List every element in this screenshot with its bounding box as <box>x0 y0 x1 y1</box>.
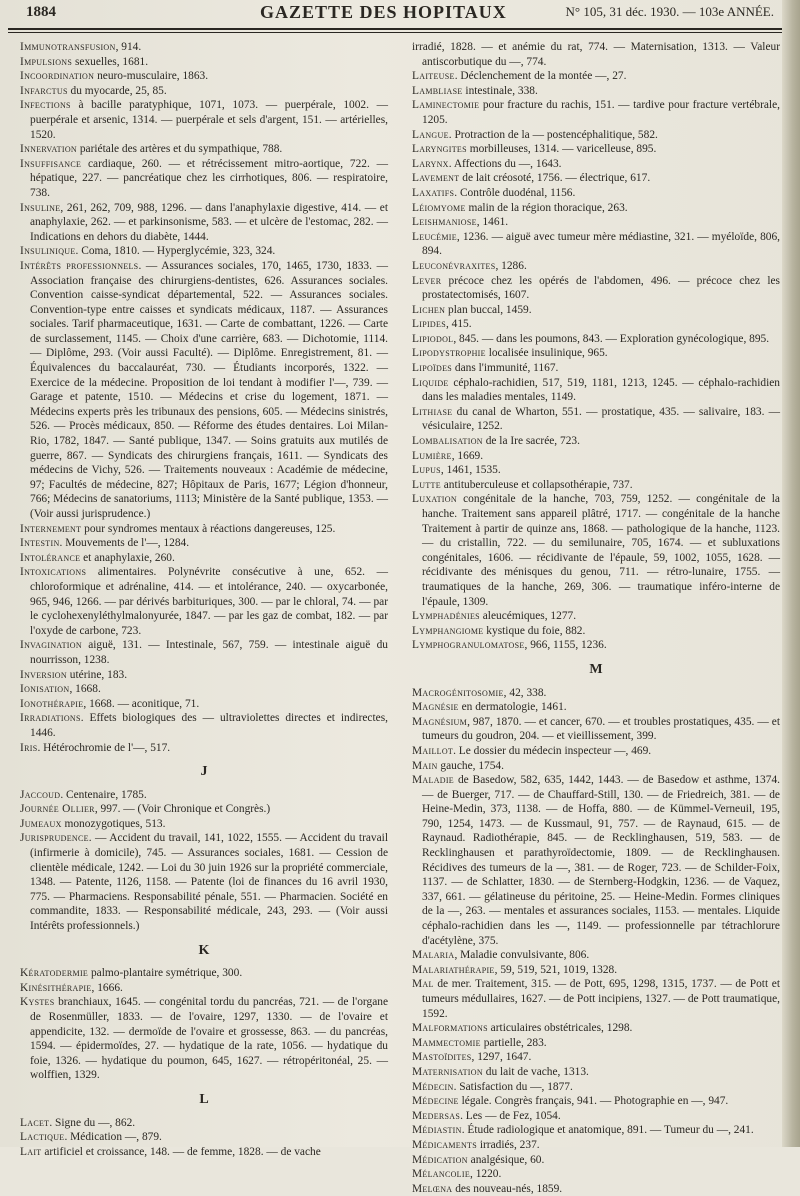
entry-headword: Lutte <box>412 478 441 491</box>
index-entry <box>20 697 388 712</box>
entry-headword: Melœna <box>412 1182 453 1195</box>
entry-headword: Médecine <box>412 1095 459 1108</box>
index-entry <box>20 244 388 259</box>
entry-references: , 42, 338. <box>503 686 547 699</box>
entry-references: antituberculeuse et collapsothérapie, 737. <box>440 478 633 491</box>
entry-headword: Journée Ollier <box>20 803 95 816</box>
entry-headword: Leucémie <box>412 230 457 243</box>
index-entry <box>412 963 780 978</box>
entry-references: , 845. — dans les poumons, 843. — Exploration gynécologique, 895. <box>453 332 770 345</box>
index-entry <box>412 1036 780 1051</box>
index-entry <box>412 1138 780 1153</box>
entry-references: , 1668. — aconitique, 71. <box>83 697 200 710</box>
entry-headword: Magnésie <box>412 701 459 714</box>
entry-references: de mer. Traitement, 315. — de Pott, 695, 1298, 1315, 1737. — de Pott et tumeurs médullaires, 1627. — de Pott incipiens, 1327. — de Pott traumatique, 1592. <box>422 978 780 1020</box>
entry-headword: Inversion <box>20 668 67 681</box>
entry-references: pour fracture du rachis, 151. — tardive pour fracture vertébrale, 1205. <box>422 99 780 126</box>
index-entry <box>412 463 780 478</box>
index-entry <box>20 682 388 697</box>
entry-references: irradiés, 237. <box>476 1138 540 1151</box>
entry-headword: Lupus <box>412 464 441 477</box>
index-entry <box>20 981 388 996</box>
entry-references: congénitale de la hanche, 703, 759, 1252. — congénitale de la hanche. Traitement sans appareil plâtré, 1717. — congénitale de la hanche Traitement à partir de quinze ans, 1868. — pathologique de la hanche, 1123. — du cristallin, 722. — du semilunaire, 705, 1674. — et subluxations congénitales, 1606. — récidivante de l'épaule, 59, 1002, 1055, 1628. — récidivante des ménisques du genou, 711. — rétro-lunaire, 1755. — traumatiques de la hanche, 269, 306. — traumatique inféro-interne de l'épaule, 1309. <box>422 493 780 608</box>
entry-headword: Kystes <box>20 996 55 1009</box>
entry-references: . Les — de Fez, 1054. <box>460 1109 561 1122</box>
index-entry <box>20 995 388 1083</box>
entry-references: , 415. <box>445 318 472 331</box>
index-entry <box>412 274 780 303</box>
entry-headword: Kératodermie <box>20 967 89 980</box>
issue-line: N° 105, 31 déc. 1930. — 103e ANNÉE. <box>565 4 774 19</box>
entry-headword: Kinésithérapie <box>20 981 92 994</box>
index-entry <box>412 128 780 143</box>
entry-headword: Ionothérapie <box>20 697 84 710</box>
index-entry <box>412 492 780 609</box>
entry-headword: Lipoïdes <box>412 362 453 375</box>
entry-headword: Mammectomie <box>412 1036 481 1049</box>
index-entry <box>20 98 388 142</box>
index-entry <box>412 1094 780 1109</box>
index-entry <box>20 522 388 537</box>
entry-references: légale. Congrès français, 941. — Photographie en —, 947. <box>458 1095 729 1108</box>
entry-headword: Lactique <box>20 1131 65 1144</box>
entry-references: irradié, 1828. — et anémie du rat, 774. — Maternisation, 1313. — Valeur antiscorbutique du —, 774. <box>412 41 780 68</box>
entry-headword: Insulinique <box>20 245 76 258</box>
index-entry <box>20 142 388 157</box>
entry-references: , 59, 519, 521, 1019, 1328. <box>494 963 618 976</box>
index-entry <box>412 1021 780 1036</box>
index-entry <box>412 449 780 464</box>
entry-headword: Lavement <box>412 172 460 185</box>
entry-headword: Iris <box>20 741 38 754</box>
entry-references: . Effets biologiques des — ultraviolettes directes et indirectes, 1446. <box>30 712 388 739</box>
entry-headword: Maternisation <box>412 1065 483 1078</box>
index-entry <box>412 40 780 69</box>
index-entry <box>20 536 388 551</box>
index-entry <box>412 715 780 744</box>
entry-headword: Jaccoud <box>20 788 61 801</box>
entry-references: partielle, 283. <box>480 1036 547 1049</box>
entry-headword: Médiastin <box>412 1124 462 1137</box>
entry-references: palmo-plantaire symétrique, 300. <box>88 967 243 980</box>
entry-references: . Coma, 1810. — Hyperglycémie, 323, 324. <box>75 245 276 258</box>
entry-headword: Laxatifs <box>412 186 455 199</box>
entry-references: , 1666. <box>91 981 123 994</box>
index-entry <box>412 773 780 948</box>
index-entry <box>412 700 780 715</box>
entry-headword: Internement <box>20 522 82 535</box>
entry-headword: Impulsions <box>20 55 73 68</box>
entry-references: alimentaires. Polynévrite consécutive à une, 652. — chloroformique et adrénaline, 414. — et intolérance, 240. — oxycarbonée, 965, 946, 1266. — par dérivés barbituriques, 300. — par le chloral, 74. — par le cyclohexenyléthylmalonyurée, 1847. — par les gaz de combat, 182. — par l'oxyde de carbone, 723. <box>30 566 388 637</box>
entry-headword: Infarctus <box>20 84 68 97</box>
entry-headword: Incoordination <box>20 70 95 83</box>
entry-headword: Infections <box>20 99 71 112</box>
page-number: 1884 <box>26 4 56 20</box>
index-entry <box>20 668 388 683</box>
index-entry <box>412 303 780 318</box>
entry-references: céphalo-rachidien, 517, 519, 1181, 1213, 1245. — céphalo-rachidien dans les maladies mentales, 1149. <box>422 376 780 404</box>
entry-headword: Medersas <box>412 1109 461 1122</box>
entry-references: malin de la région thoracique, 263. <box>465 201 628 214</box>
entry-references: , 1668. <box>69 683 101 696</box>
entry-headword: Intérêts professionnels <box>20 259 139 272</box>
index-entry <box>412 215 780 230</box>
index-entry <box>412 376 780 405</box>
entry-headword: Luxation <box>412 493 457 506</box>
index-entry <box>20 565 388 638</box>
index-entry <box>20 551 388 566</box>
entry-references: du myocarde, 25, 85. <box>67 84 167 97</box>
index-entry <box>20 259 388 522</box>
entry-references: en dermatologie, 1461. <box>458 701 567 714</box>
index-entry <box>412 201 780 216</box>
index-entry <box>20 84 388 99</box>
entry-references: , 914. <box>115 41 142 53</box>
entry-headword: Lipiodol <box>412 332 454 345</box>
entry-references: , 1461. <box>476 216 509 229</box>
entry-headword: Leishmaniose <box>412 216 477 229</box>
index-entry <box>412 434 780 449</box>
entry-references: . Affections du —, 1643. <box>448 157 562 170</box>
index-entry <box>20 638 388 667</box>
index-entry <box>412 686 780 701</box>
index-entry <box>20 40 388 55</box>
entry-references: du lait de vache, 1313. <box>482 1065 589 1078</box>
entry-headword: Médicaments <box>412 1138 477 1151</box>
entry-references: . Centenaire, 1785. <box>60 788 147 801</box>
entry-headword: Laminectomie <box>412 99 480 112</box>
entry-headword: Lait <box>20 1145 42 1158</box>
entry-references: de Basedow, 582, 635, 1442, 1443. — de Basedow et asthme, 1374. — de Buerger, 717. — de Chauffard-Still, 130. — de Friedreich, 381. — de Heine-Medin, 373, 1138. — de Hoffa, 880. — de Kümmel-Verneuil, 195, 790, 1254, 1473. — de Kussmaul, 91, 757. — de Raynaud, 615. — de Raynaud. Radiothérapie, 845. — de Recklinghausen, 519, 583. — de Recklinghausen et parathyroïdectomie, 1809. — de Recklinghausen. Récidives des tumeurs de la —, 381. — de Roger, 723. — de Schilder-Foix, 1137. — de Schlatter, 1830. — de Sternberg-Hodgkin, 1236. — de Vaquez, 337, 661. — gélatineuse du péritoine, 25. — Heine-Medin. Formes cliniques de la —, 263. — mentales et assurances sociales, 1153. — mentales. Liquide céphalo-rachidien dans les —, 1149. — professionnelle par tétrachlorure d'acétylène, 375. <box>422 774 780 947</box>
entry-headword: Lymphogranulomatose <box>412 639 525 652</box>
index-entry <box>20 157 388 201</box>
entry-references: , 1297, 1647. <box>471 1051 532 1064</box>
entry-headword: Irradiations <box>20 712 81 725</box>
index-entry <box>412 478 780 493</box>
index-entry <box>412 1167 780 1182</box>
left-column <box>20 40 388 1159</box>
entry-headword: Invagination <box>20 639 82 652</box>
index-entry <box>412 157 780 172</box>
entry-references: , 1220. <box>470 1168 502 1181</box>
index-entry <box>20 201 388 245</box>
entry-headword: Maillot <box>412 744 454 757</box>
index-entry <box>20 1116 388 1131</box>
index-entry <box>412 977 780 1021</box>
entry-headword: Maladie <box>412 774 454 787</box>
entry-headword: Jurisprudence <box>20 832 89 845</box>
entry-references: aleucémiques, 1277. <box>479 610 577 623</box>
entry-headword: Main <box>412 759 438 772</box>
entry-headword: Intestin <box>20 537 60 550</box>
entry-headword: Ionisation <box>20 683 70 696</box>
entry-references: . Le dossier du médecin inspecteur —, 469. <box>453 744 652 757</box>
entry-references: gauche, 1754. <box>437 759 504 772</box>
index-entry <box>412 259 780 274</box>
entry-headword: Malariathérapie <box>412 963 495 976</box>
entry-references: pariétale des artères et du sympathique, 788. <box>76 143 283 156</box>
header-rule-thin <box>8 32 790 33</box>
index-entry <box>412 759 780 774</box>
entry-references: , Maladie convulsivante, 806. <box>454 949 590 962</box>
index-entry <box>412 1109 780 1124</box>
entry-references: . Étude radiologique et anatomique, 891. — Tumeur du —, 241. <box>461 1124 754 1137</box>
entry-references: , 997. — (Voir Chronique et Congrès.) <box>94 803 271 816</box>
entry-headword: Médecin <box>412 1080 454 1093</box>
entry-headword: Lipides <box>412 318 446 331</box>
index-entry <box>20 55 388 70</box>
entry-headword: Lipodystrophie <box>412 347 486 360</box>
entry-headword: Malformations <box>412 1022 488 1035</box>
entry-headword: Lambliase <box>412 84 463 97</box>
entry-headword: Innervation <box>20 143 77 156</box>
entry-references: , 966, 1155, 1236. <box>524 639 607 652</box>
entry-references: intestinale, 338. <box>462 84 538 97</box>
entry-references: analgésique, 60. <box>467 1153 545 1166</box>
index-entry <box>412 624 780 639</box>
index-entry <box>412 142 780 157</box>
entry-references: de lait créosoté, 1756. — électrique, 617. <box>459 172 651 185</box>
entry-references: précoce chez les opérés de l'abdomen, 496. — précoce chez les prostatectomisés, 1607. <box>422 274 780 302</box>
entry-references: utérine, 183. <box>66 668 128 681</box>
entry-headword: Lymphangiome <box>412 624 484 637</box>
entry-references: . Contrôle duodénal, 1156. <box>454 186 576 199</box>
entry-references: monozygotiques, 513. <box>61 817 166 830</box>
entry-references: kystique du foie, 882. <box>483 624 586 637</box>
entry-references: . Satisfaction du —, 1877. <box>453 1080 573 1093</box>
entry-references: de la Ire sacrée, 723. <box>482 435 580 448</box>
entry-references: des nouveau-nés, 1859. <box>452 1182 563 1195</box>
entry-references: . Déclenchement de la montée —, 27. <box>454 70 627 83</box>
entry-references: . Hétérochromie de l'—, 517. <box>37 741 171 754</box>
index-entry <box>20 802 388 817</box>
entry-references: morbilleuses, 1314. — varicelleuse, 895. <box>466 143 657 156</box>
index-entry <box>20 966 388 981</box>
entry-references: . Protraction de la — postencéphalitique, 582. <box>448 128 658 141</box>
entry-headword: Mélancolie <box>412 1168 471 1181</box>
index-entry <box>20 1130 388 1145</box>
entry-references: aiguë, 131. — Intestinale, 567, 759. — intestinale aiguë du nourrisson, 1238. <box>30 639 388 666</box>
entry-headword: Lever <box>412 274 442 287</box>
index-entry <box>412 69 780 84</box>
section-letter: M <box>589 661 603 677</box>
entry-references: . Signe du —, 862. <box>49 1116 136 1129</box>
entry-references: dans l'immunité, 1167. <box>452 362 559 375</box>
index-entry <box>412 317 780 332</box>
entry-headword: Intolérance <box>20 551 81 564</box>
index-entry <box>20 711 388 740</box>
index-entry <box>412 1080 780 1095</box>
index-entry <box>412 171 780 186</box>
index-entry <box>412 1050 780 1065</box>
entry-headword: Leuconévraxites <box>412 259 496 272</box>
entry-references: . Médication —, 879. <box>64 1131 162 1144</box>
section-letter: K <box>198 942 210 958</box>
index-entry <box>412 346 780 361</box>
entry-headword: Léiomyome <box>412 201 466 214</box>
entry-references: , 1286. <box>495 259 527 272</box>
index-entry <box>20 69 388 84</box>
entry-references: branchiaux, 1645. — congénital tordu du pancréas, 721. — de l'organe de Rosenmüller, 1833. — de l'ovaire, 1297, 1330. — de l'ovaire et appendicite, 132. — dermoïde de l'ovaire et grossesse, 863. — du pancréas, 1594. — épidermoïdes, 27. — hydatique de la rate, 1056. — hydatique du foie, 1326. — hydatique du poumon, 645, 1627. — rétropéritonéal, 25. — wolffien, 1329. <box>30 996 388 1082</box>
entry-references: neuro-musculaire, 1863. <box>94 70 209 83</box>
index-entry <box>412 609 780 624</box>
index-entry <box>412 1182 780 1196</box>
entry-headword: Jumeaux <box>20 817 62 830</box>
index-entry <box>412 361 780 376</box>
entry-references: . Mouvements de l'—, 1284. <box>59 537 190 550</box>
entry-references: articulaires obstétricales, 1298. <box>487 1022 633 1035</box>
entry-references: , 261, 262, 709, 988, 1296. — dans l'anaphylaxie digestive, 414. — et anaphylaxie, 262. — et parkinsonisme, 583. — et ulcère de l'estomac, 282. — Indications en dehors du diabète, 1444. <box>30 201 388 243</box>
entry-references: à bacille paratyphique, 1071, 1073. — puerpérale, 1002. — puerpérale et arsenic, 1314. — puerpérale et sels d'argent, 151. — artérielles, 1520. <box>30 99 388 141</box>
entry-headword: Macrogénitosomie <box>412 686 504 699</box>
index-entry <box>412 744 780 759</box>
index-entry <box>412 332 780 347</box>
entry-references: , 1461, 1535. <box>440 464 501 477</box>
entry-references: , 1236. — aiguë avec tumeur mère médiastine, 321. — myéloïde, 806, 894. <box>422 230 780 258</box>
entry-headword: Lombalisation <box>412 435 483 448</box>
entry-references: plan buccal, 1459. <box>445 303 532 316</box>
entry-headword: Mastoïdites <box>412 1051 472 1064</box>
entry-headword: Laryngites <box>412 143 467 156</box>
index-entry <box>412 84 780 99</box>
index-entry <box>20 817 388 832</box>
entry-headword: Lichen <box>412 303 446 316</box>
entry-headword: Laiteuse <box>412 70 455 83</box>
index-entry <box>412 948 780 963</box>
entry-references: , 1669. <box>451 449 484 462</box>
entry-headword: Lumière <box>412 449 452 462</box>
entry-references: , 987, 1870. — et cancer, 670. — et troubles prostatiques, 435. — et tumeurs du goudron, 204. — et vieillissement, 399. <box>422 715 780 743</box>
entry-headword: Larynx <box>412 157 449 170</box>
entry-headword: Langue <box>412 128 449 141</box>
entry-headword: Médication <box>412 1153 468 1166</box>
entry-headword: Magnésium <box>412 715 468 728</box>
entry-headword: Lacet <box>20 1116 50 1129</box>
entry-references: artificiel et croissance, 148. — de femme, 1828. — de vache <box>41 1145 321 1158</box>
entry-references: cardiaque, 260. — et rétrécissement mitro-aortique, 722. — hépatique, 227. — pancréatique chez les cirrhotiques, 806. — respiratoire, 738. <box>30 157 388 199</box>
index-entry <box>412 98 780 127</box>
entry-headword: Mal <box>412 978 434 991</box>
section-letter: L <box>199 1091 209 1107</box>
journal-title: GAZETTE DES HOPITAUX <box>260 2 507 22</box>
index-entry <box>412 405 780 434</box>
index-entry <box>412 230 780 259</box>
index-entry <box>412 1123 780 1138</box>
entry-headword: Intoxications <box>20 566 87 579</box>
index-entry <box>20 831 388 933</box>
entry-references: et anaphylaxie, 260. <box>80 551 175 564</box>
index-entry <box>20 741 388 756</box>
index-columns <box>20 40 786 1195</box>
right-column <box>412 40 780 1196</box>
entry-headword: Malaria <box>412 949 455 962</box>
entry-references: . — Assurances sociales, 170, 1465, 1730, 1833. — Association française des chirurgiens-dentistes, 626. Assurances sociales. Convention caisse-syndicat départemental, 522. — Assurances sociales. Convention-type entre caisses et syndicats médicaux, 1187. — Assurances sociales. Tarif pharmaceutique, 1631. — Carte de combattant, 1226. — Carte de surclassement, 1145. — Choix d'une carrière, 683. — Dichotomie, 1114. — Diplôme, 293. (Voir aussi Faculté). — Diplôme. Enregistrement, 81. — Équivalences du baccalauréat, 730. — Étudiants incorporés, 1322. — Exercice de la médecine. Proposition de loi tendant à modifier l'—, 739. — Garage et patente, 1510. — Médecins et crise du logement, 1871. — Médecins experts près les tribunaux des pensions, 605. — Médecins sinistrés, 526. — Procès médicaux, 850. — Réforme des études dentaires. Loi Milan-Rio, 1782, 1847. — Santé publique, 1347. — Soins gratuits aux mutilés de guerre, 867. — Syndicats des chirurgiens français, 1611. — Syndicats des médecins de Vichy, 526. — Traitements nouveaux : Académie de médecine, 97; Facultés de médecine, 827; Hôpitaux de Paris, 1677; Légion d'honneur, 766; Médecins de sanatoriums, 1113; Ministère de la Santé publique, 1353. — (Voir aussi jurisprudence.) <box>30 259 388 520</box>
entry-headword: Insuline <box>20 201 61 214</box>
index-entry <box>412 1065 780 1080</box>
running-header <box>12 0 782 26</box>
index-entry <box>412 186 780 201</box>
index-entry <box>412 638 780 653</box>
entry-references: sexuelles, 1681. <box>72 55 149 68</box>
entry-references: du canal de Wharton, 551. — prostatique, 435. — salivaire, 183. — vésiculaire, 1252. <box>422 405 780 433</box>
entry-headword: Lithiase <box>412 405 453 418</box>
header-rule <box>8 28 790 30</box>
entry-references: localisée insulinique, 965. <box>485 347 608 360</box>
index-entry <box>20 788 388 803</box>
entry-headword: Insuffisance <box>20 157 82 170</box>
page-edge-shadow <box>782 0 800 1147</box>
entry-references: . — Accident du travail, 141, 1022, 1555. — Accident du travail (infirmerie à domicile), 745. — Assurances sociales, 1681. — Cession de clientèle médicale, 1242. — Loi du 30 juin 1926 sur la propriété commerciale, 1348. — Patente, 1126, 1158. — Patente (loi de finances du 16 avril 1930, 775. — Pharmaciens. Responsabilité pénale, 551. — Pharmacien. Société en commandite, 1833. — Responsabilité médicale, 243, 293. — (Voir aussi Intérêts professionnels.) <box>30 832 388 933</box>
entry-headword: Immunotransfusion <box>20 41 116 53</box>
entry-references: pour syndromes mentaux à réactions dangereuses, 125. <box>81 522 336 535</box>
section-letter: J <box>200 764 208 780</box>
index-entry <box>412 1153 780 1168</box>
entry-headword: Liquide <box>412 376 449 389</box>
entry-headword: Lymphadénies <box>412 610 480 623</box>
